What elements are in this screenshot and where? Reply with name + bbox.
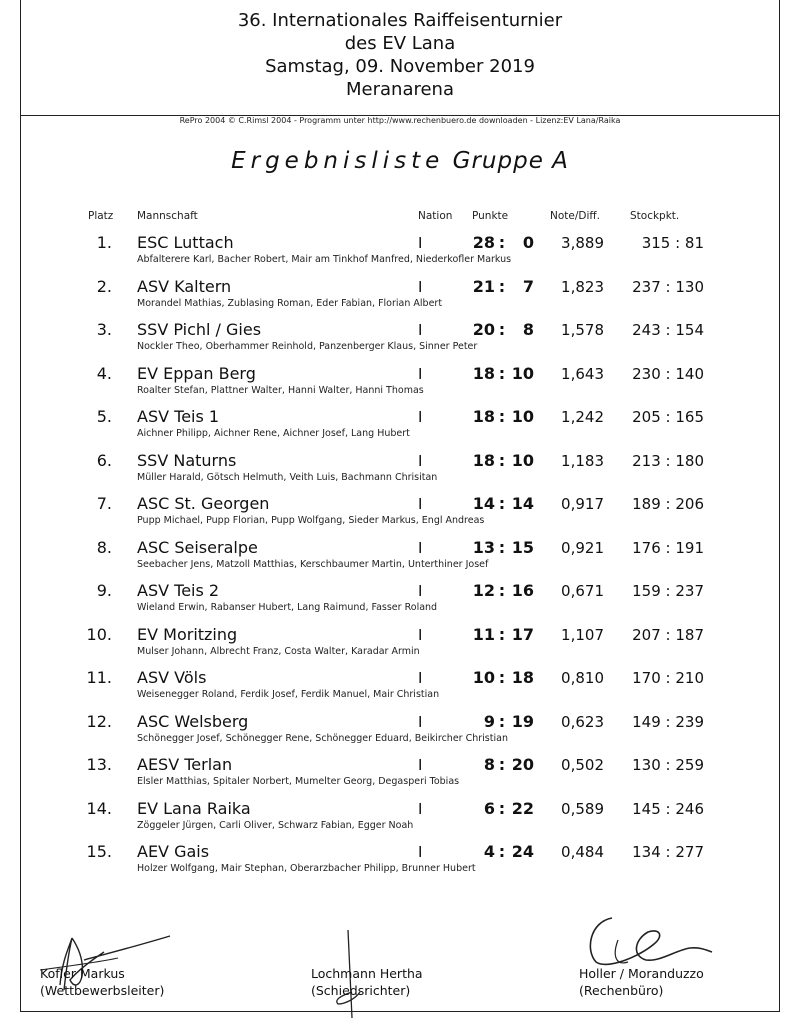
points-separator: : — [498, 233, 506, 252]
team-name: AEV Gais — [137, 842, 210, 861]
team-players: Roalter Stefan, Plattner Walter, Hanni Walter, Hanni Thomas — [137, 385, 424, 396]
points-won: 6 — [483, 799, 495, 818]
placement: 15. — [86, 842, 112, 861]
result-row — [0, 364, 800, 408]
stock-points: 205 : 165 — [632, 408, 704, 426]
stock-points: 159 : 237 — [632, 582, 704, 600]
signatory-role: (Schiedsrichter) — [311, 983, 411, 998]
points-lost: 20 — [511, 755, 534, 774]
points-separator: : — [498, 277, 506, 296]
team-players: Mulser Johann, Albrecht Franz, Costa Walter, Karadar Armin — [137, 646, 420, 657]
result-row — [0, 494, 800, 538]
points-separator: : — [498, 407, 506, 426]
team-players: Abfalterere Karl, Bacher Robert, Mair am Tinkhof Manfred, Niederkofler Markus — [137, 254, 512, 265]
stock-points: 134 : 277 — [632, 843, 704, 861]
stock-points: 213 : 180 — [632, 452, 704, 470]
team-name: ASC St. Georgen — [137, 494, 270, 513]
result-row — [0, 581, 800, 625]
points-lost: 10 — [511, 364, 534, 383]
note-diff: 0,810 — [561, 669, 604, 687]
team-name: EV Lana Raika — [137, 799, 251, 818]
stock-points: 230 : 140 — [632, 365, 704, 383]
points-won: 18 — [472, 407, 495, 426]
team-name: ASC Welsberg — [137, 712, 249, 731]
points-won: 18 — [472, 451, 495, 470]
note-diff: 0,502 — [561, 756, 604, 774]
points-won: 12 — [472, 581, 495, 600]
result-row — [0, 233, 800, 277]
points-separator: : — [498, 538, 506, 557]
points-separator: : — [498, 712, 506, 731]
col-header-nation: Nation — [418, 210, 453, 222]
note-diff: 0,589 — [561, 800, 604, 818]
points-won: 9 — [483, 712, 495, 731]
nation-code: I — [418, 669, 423, 687]
signature-block-rechenbuero — [579, 965, 704, 999]
team-name: AESV Terlan — [137, 755, 233, 774]
note-diff: 0,921 — [561, 539, 604, 557]
result-row — [0, 451, 800, 495]
team-name: EV Eppan Berg — [137, 364, 256, 383]
points-won: 20 — [472, 320, 495, 339]
note-diff: 1,578 — [561, 321, 604, 339]
points-separator: : — [498, 842, 506, 861]
points-lost: 19 — [511, 712, 534, 731]
points-won: 8 — [483, 755, 495, 774]
signatory-name: Kofler Markus — [40, 966, 125, 981]
signatory-name: Holler / Moranduzzo — [579, 966, 704, 981]
points-separator: : — [498, 320, 506, 339]
team-name: ASV Teis 2 — [137, 581, 220, 600]
placement: 3. — [96, 320, 112, 339]
title-word: Ergebnisliste — [231, 148, 445, 174]
col-header-stock: Stockpkt. — [630, 210, 680, 222]
nation-code: I — [418, 278, 423, 296]
note-diff: 0,484 — [561, 843, 604, 861]
result-row — [0, 320, 800, 364]
team-name: ASV Kaltern — [137, 277, 232, 296]
nation-code: I — [418, 234, 423, 252]
result-row — [0, 842, 800, 886]
points-separator: : — [498, 494, 506, 513]
points-won: 11 — [472, 625, 495, 644]
note-diff: 1,823 — [561, 278, 604, 296]
points-separator: : — [498, 668, 506, 687]
signature-block-wettbewerbsleiter — [40, 965, 164, 999]
team-players: Seebacher Jens, Matzoll Matthias, Kerschbaumer Martin, Unterthiner Josef — [137, 559, 489, 570]
col-header-platz: Platz — [88, 210, 114, 222]
note-diff: 1,242 — [561, 408, 604, 426]
points-separator: : — [498, 581, 506, 600]
points-won: 13 — [472, 538, 495, 557]
points-won: 14 — [472, 494, 495, 513]
points-lost: 24 — [511, 842, 534, 861]
note-diff: 0,917 — [561, 495, 604, 513]
stock-points: 315 : 81 — [641, 234, 704, 252]
team-name: ESC Luttach — [137, 233, 234, 252]
points-separator: : — [498, 364, 506, 383]
stock-points: 145 : 246 — [632, 800, 704, 818]
points-lost: 0 — [522, 233, 534, 252]
note-diff: 1,643 — [561, 365, 604, 383]
team-players: Weisenegger Roland, Ferdik Josef, Ferdik Manuel, Mair Christian — [137, 689, 440, 700]
points-lost: 8 — [522, 320, 534, 339]
points-won: 21 — [472, 277, 495, 296]
points-separator: : — [498, 451, 506, 470]
team-players: Pupp Michael, Pupp Florian, Pupp Wolfgang, Sieder Markus, Engl Andreas — [137, 515, 485, 526]
points-lost: 14 — [511, 494, 534, 513]
nation-code: I — [418, 539, 423, 557]
nation-code: I — [418, 843, 423, 861]
team-name: SSV Pichl / Gies — [137, 320, 262, 339]
stock-points: 149 : 239 — [632, 713, 704, 731]
stock-points: 207 : 187 — [632, 626, 704, 644]
signature-block-schiedsrichter — [311, 965, 423, 999]
stock-points: 237 : 130 — [632, 278, 704, 296]
team-name: EV Moritzing — [137, 625, 238, 644]
stock-points: 189 : 206 — [632, 495, 704, 513]
signatory-name: Lochmann Hertha — [311, 966, 423, 981]
signatory-role: (Rechenbüro) — [579, 983, 664, 998]
points-lost: 10 — [511, 407, 534, 426]
placement: 11. — [86, 668, 112, 687]
stock-points: 130 : 259 — [632, 756, 704, 774]
nation-code: I — [418, 582, 423, 600]
team-players: Elsler Matthias, Spitaler Norbert, Mumelter Georg, Degasperi Tobias — [137, 776, 460, 787]
team-players: Zöggeler Jürgen, Carli Oliver, Schwarz Fabian, Egger Noah — [137, 820, 414, 831]
nation-code: I — [418, 452, 423, 470]
nation-code: I — [418, 800, 423, 818]
placement: 6. — [96, 451, 112, 470]
placement: 10. — [86, 625, 112, 644]
team-players: Holzer Wolfgang, Mair Stephan, Oberarzbacher Philipp, Brunner Hubert — [137, 863, 476, 874]
col-header-punkte: Punkte — [472, 210, 509, 222]
points-lost: 17 — [511, 625, 534, 644]
header-line-4: Meranarena — [346, 79, 454, 100]
stock-points: 170 : 210 — [632, 669, 704, 687]
placement: 14. — [86, 799, 112, 818]
result-row — [0, 538, 800, 582]
note-diff: 0,623 — [561, 713, 604, 731]
note-diff: 1,183 — [561, 452, 604, 470]
nation-code: I — [418, 756, 423, 774]
result-row — [0, 712, 800, 756]
team-players: Morandel Mathias, Zublasing Roman, Eder Fabian, Florian Albert — [137, 298, 443, 309]
result-row — [0, 625, 800, 669]
result-row — [0, 755, 800, 799]
nation-code: I — [418, 713, 423, 731]
nation-code: I — [418, 408, 423, 426]
result-row — [0, 277, 800, 321]
note-diff: 0,671 — [561, 582, 604, 600]
note-diff: 1,107 — [561, 626, 604, 644]
points-won: 28 — [472, 233, 495, 252]
team-name: ASV Völs — [137, 668, 207, 687]
result-row — [0, 799, 800, 843]
result-row — [0, 668, 800, 712]
signatory-role: (Wettbewerbsleiter) — [40, 983, 165, 998]
team-name: ASC Seiseralpe — [137, 538, 258, 557]
stock-points: 243 : 154 — [632, 321, 704, 339]
nation-code: I — [418, 626, 423, 644]
header-line-1: 36. Internationales Raiffeisenturnier — [237, 10, 563, 31]
nation-code: I — [418, 495, 423, 513]
placement: 5. — [96, 407, 112, 426]
placement: 9. — [96, 581, 112, 600]
points-separator: : — [498, 755, 506, 774]
nation-code: I — [418, 321, 423, 339]
points-lost: 18 — [511, 668, 534, 687]
title-group: Gruppe A — [452, 148, 569, 174]
team-players: Wieland Erwin, Rabanser Hubert, Lang Raimund, Fasser Roland — [137, 602, 438, 613]
header-line-3: Samstag, 09. November 2019 — [265, 56, 535, 77]
placement: 4. — [96, 364, 112, 383]
placement: 8. — [96, 538, 112, 557]
points-separator: : — [498, 625, 506, 644]
team-players: Müller Harald, Götsch Helmuth, Veith Luis, Bachmann Chrisitan — [137, 472, 438, 483]
team-name: ASV Teis 1 — [137, 407, 220, 426]
placement: 13. — [86, 755, 112, 774]
team-name: SSV Naturns — [137, 451, 237, 470]
signature-marks — [0, 900, 800, 1024]
points-lost: 7 — [522, 277, 534, 296]
placement: 7. — [96, 494, 112, 513]
points-won: 10 — [472, 668, 495, 687]
document-header — [20, 0, 780, 116]
col-header-mannschaft: Mannschaft — [137, 210, 198, 222]
placement: 1. — [96, 233, 112, 252]
header-line-2: des EV Lana — [344, 33, 456, 54]
page-title — [0, 148, 800, 174]
nation-code: I — [418, 365, 423, 383]
software-credit: RePro 2004 © C.Rimsl 2004 - Programm unter http://www.rechenbuero.de downloaden - Lizenz:EV Lana/Raika — [179, 116, 621, 125]
note-diff: 3,889 — [561, 234, 604, 252]
points-won: 4 — [483, 842, 495, 861]
result-row — [0, 407, 800, 451]
placement: 12. — [86, 712, 112, 731]
team-players: Nockler Theo, Oberhammer Reinhold, Panzenberger Klaus, Sinner Peter — [137, 341, 478, 352]
col-header-note: Note/Diff. — [550, 210, 600, 222]
points-lost: 16 — [511, 581, 534, 600]
stock-points: 176 : 191 — [632, 539, 704, 557]
team-players: Schönegger Josef, Schönegger Rene, Schönegger Eduard, Beikircher Christian — [137, 733, 508, 744]
points-won: 18 — [472, 364, 495, 383]
placement: 2. — [96, 277, 112, 296]
points-lost: 15 — [511, 538, 534, 557]
team-players: Aichner Philipp, Aichner Rene, Aichner Josef, Lang Hubert — [137, 428, 410, 439]
points-separator: : — [498, 799, 506, 818]
points-lost: 22 — [511, 799, 534, 818]
points-lost: 10 — [511, 451, 534, 470]
